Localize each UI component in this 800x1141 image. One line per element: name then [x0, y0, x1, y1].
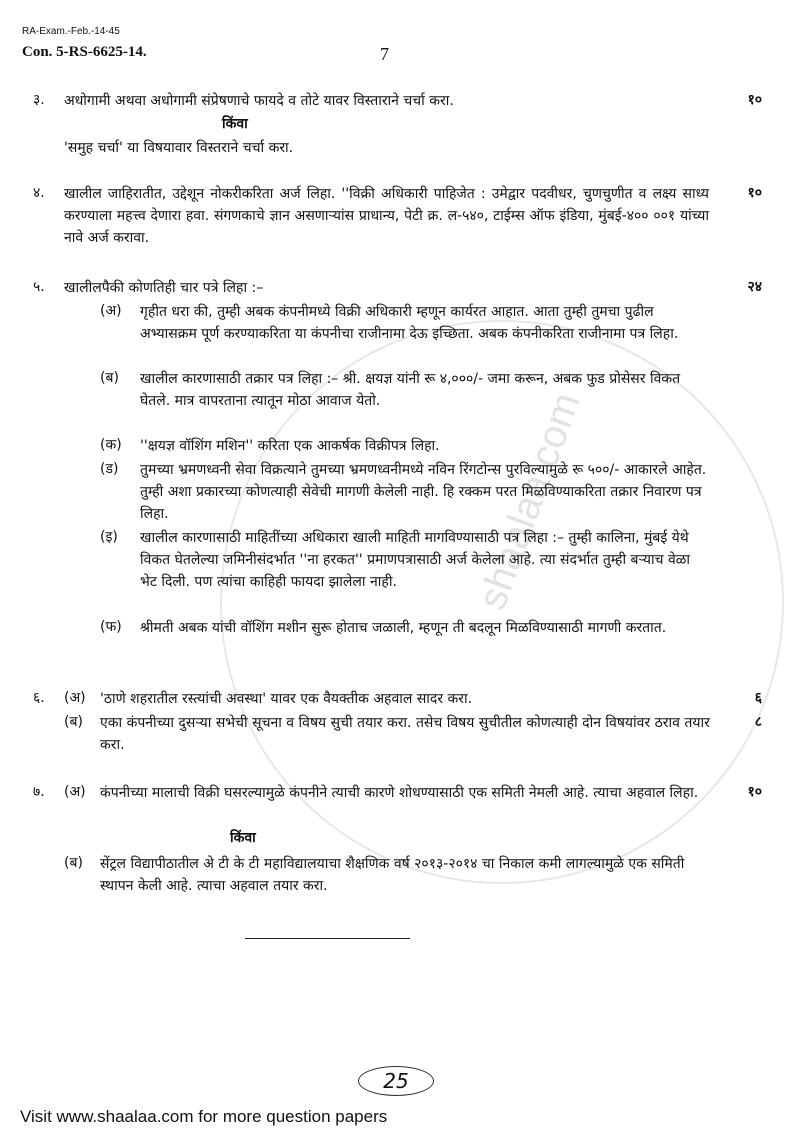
q6-item-text: 'ठाणे शहरातील रस्त्यांची अवस्था' यावर एक वैयक्तीक अहवाल सादर करा. [100, 691, 473, 707]
footer-note: Visit www.shaalaa.com for more question papers [20, 1107, 388, 1126]
q6-number: ६. [33, 690, 45, 706]
q4-marks: १० [747, 185, 762, 201]
q5-item-label: (अ) [100, 303, 122, 319]
q3-or: किंवा [222, 116, 248, 132]
q7-or: किंवा [230, 830, 256, 846]
q7-number: ७. [33, 784, 45, 800]
end-divider [245, 938, 410, 939]
q5-item-text: तुमच्या भ्रमणध्वनी सेवा विक्रत्याने तुमच्या भ्रमणध्वनीमध्ये नविन रिंगटोन्स पुरविल्यामुळे रू ५००/- आकारले आहेत. तुम्ही अशा प्रकारच्या कोणत्याही सेवेची मागणी केलेली नाही. हि रक्कम परत मिळविण्याकरिता तक्रार निवारण पत्र लिहा. [140, 462, 707, 522]
q3-alt-text: 'समुह चर्चा' या विषयावार विस्तराने चर्चा करा. [64, 140, 294, 156]
q3-text: अधोगामी अथवा अधोगामी संप्रेषणाचे फायदे व तोटे यावर विस्ताराने चर्चा करा. [64, 93, 454, 109]
q5-item-text: ''क्षयज्ञ वॉशिंग मशिन'' करिता एक आकर्षक विक्रीपत्र लिहा. [140, 438, 440, 454]
q6-item-marks: ८ [754, 714, 762, 730]
q5-item-label: (फ) [100, 619, 122, 635]
q7-item-text: सेंट्रल विद्यापीठातील अे टी के टी महाविद्यालयाचा शैक्षणिक वर्ष २०१३-२०१४ चा निकाल कमी लागल्यामुळे एक समिती स्थापन केली आहे. त्याचा अहवाल तयार करा. [100, 856, 685, 894]
header-reference: RA-Exam.-Feb.-14-45 [22, 26, 120, 37]
q6-item-text: एका कंपनीच्या दुसऱ्या सभेची सूचना व विषय सुची तयार करा. तसेच विषय सुचीतील कोणत्याही दोन विषयांवर ठराव तयार करा. [100, 715, 710, 753]
q5-item-label: (ड) [100, 461, 119, 477]
q7-item-label: (ब) [64, 855, 83, 871]
q3-marks: १० [747, 92, 762, 108]
q5-item-label: (इ) [100, 529, 118, 545]
q5-item-text: श्रीमती अबक यांची वॉशिंग मशीन सुरू होताच जळाली, म्हणून ती बदलून मिळविण्यासाठी मागणी करतात. [140, 620, 667, 636]
q7-marks: १० [747, 784, 762, 800]
q7-item-label: (अ) [64, 784, 86, 800]
q5-text: खालीलपैकी कोणतिही चार पत्रे लिहा :– [64, 280, 264, 296]
q3-number: ३. [33, 92, 45, 108]
page-number: 7 [380, 44, 389, 64]
q4-text: खालील जाहिरातीत, उद्देशून नोकरीकरिता अर्ज लिहा. ''विक्री अधिकारी पाहिजेत : उमेद्वार पदवीधर, चुणचुणीत व लक्ष्य साध्य करण्याला महत्त्व देणारा हवा. संगणकाचे ज्ञान असणाऱ्यांस प्राधान्य, पेटी क्र. ल-५४०, टाईम्स ऑफ इंडिया, मुंबई-४०० ००१ यांच्या नावे अर्ज करावा. [64, 186, 709, 246]
q5-number: ५. [33, 279, 45, 295]
q5-item-label: (क) [100, 437, 122, 453]
page-stamp: 25 [358, 1066, 434, 1096]
q4-number: ४. [33, 185, 45, 201]
q6-item-label: (ब) [64, 714, 83, 730]
q5-marks: २४ [747, 279, 762, 295]
header-con-number: Con. 5-RS-6625-14. [22, 44, 147, 60]
q6-item-marks: ६ [754, 690, 762, 706]
q5-item-label: (ब) [100, 370, 119, 386]
q7-item-text: कंपनीच्या मालाची विक्री घसरल्यामुळे कंपनीने त्याची कारणे शोधण्यासाठी एक समिती नेमली आहे. त्याचा अहवाल लिहा. [100, 785, 699, 801]
q6-item-label: (अ) [64, 690, 86, 706]
q5-item-text: गृहीत धरा की, तुम्ही अबक कंपनीमध्ये विक्री अधिकारी म्हणून कार्यरत आहात. आता तुम्ही तुमचा पुढील अभ्यासक्रम पूर्ण करण्याकरिता या कंपनीचा राजीनामा देऊ इच्छिता. अबक कंपनीकरिता राजीनामा पत्र लिहा. [140, 304, 679, 342]
q5-item-text: खालील कारणासाठी तक्रार पत्र लिहा :– श्री. क्षयज्ञ यांनी रू ४,०००/- जमा करून, अबक फुड प्रोसेसर विकत घेतले. मात्र वापरताना त्यातून मोठा आवाज येतो. [140, 371, 681, 409]
watermark-text: shaalaa.com [470, 386, 589, 616]
q5-item-text: खालील कारणासाठी माहितींच्या अधिकारा खाली माहिती मागविण्यासाठी पत्र लिहा :– तुम्ही कालिना, मुंबई येथे विकत घेतलेल्या जमिनीसंदर्भात ''ना हरकत'' प्रमाणपत्रासाठी अर्ज केलेला आहे. त्या संदर्भात तुम्ही बऱ्याच वेळा भेट दिली. पण त्यांचा काहिही फायदा झालेला नाही. [140, 530, 690, 590]
